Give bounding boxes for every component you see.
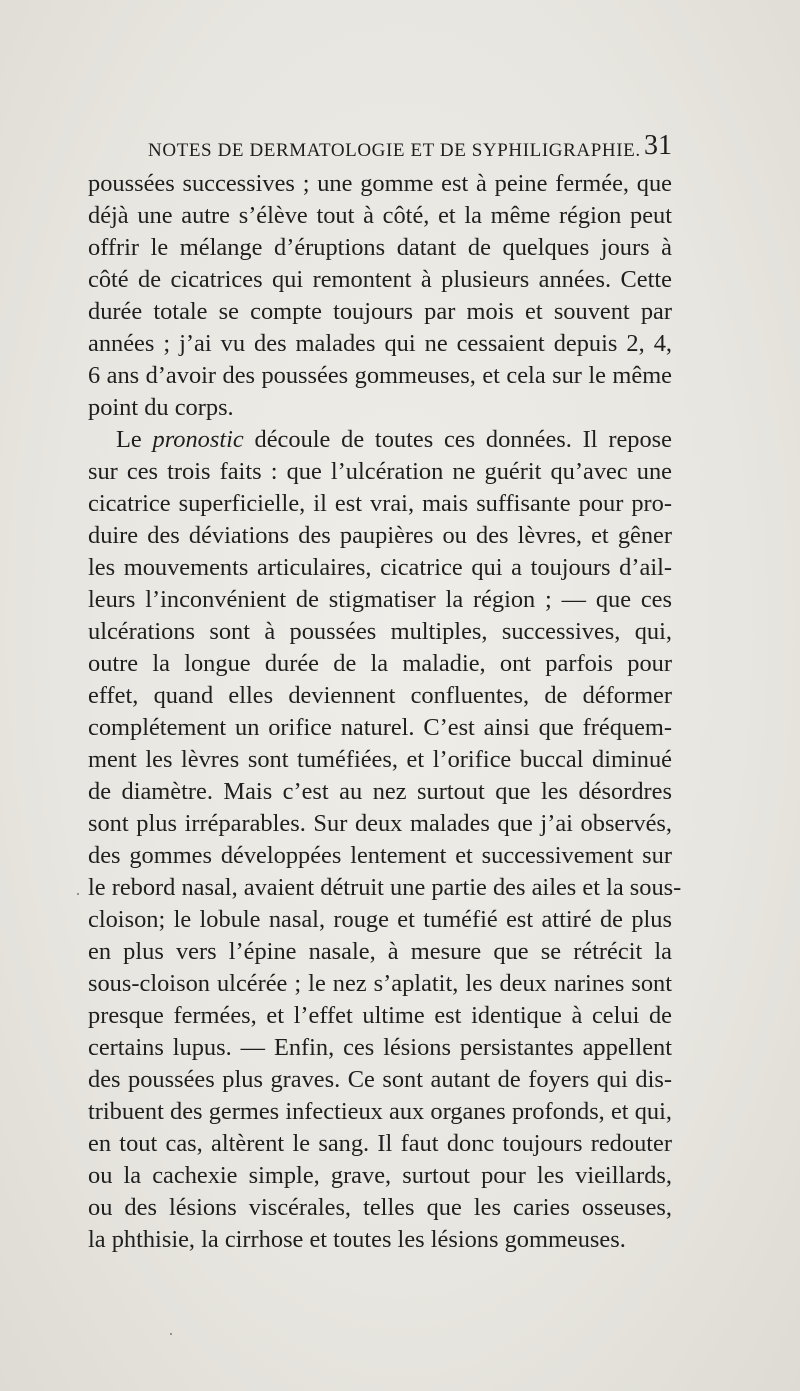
text-line: les mouvements articulaires, cicatrice qui a toujours d’ail- xyxy=(88,554,672,581)
text-line: duire des déviations des paupières ou des lèvres, et gêner xyxy=(88,522,672,549)
text-line: tribuent des germes infectieux aux organes profonds, et qui, xyxy=(88,1098,672,1125)
text-line: poussées successives ; une gomme est à peine fermée, que xyxy=(88,170,672,197)
text-line: sont plus irréparables. Sur deux malades que j’ai observés, xyxy=(88,810,672,837)
text-line: ulcérations sont à poussées multiples, successives, qui, xyxy=(88,618,672,645)
text-line: sur ces trois faits : que l’ulcération ne guérit qu’avec une xyxy=(88,458,672,485)
text-line: en tout cas, altèrent le sang. Il faut donc toujours redouter xyxy=(88,1130,672,1157)
text-line: cloison; le lobule nasal, rouge et tuméfié est attiré de plus xyxy=(88,906,672,933)
text-segment: Le xyxy=(116,426,153,453)
text-line: complétement un orifice naturel. C’est ainsi que fréquem- xyxy=(88,714,672,741)
text-line: en plus vers l’épine nasale, à mesure que se rétrécit la xyxy=(88,938,672,965)
text-line: déjà une autre s’élève tout à côté, et la même région peut xyxy=(88,202,672,229)
text-line: le rebord nasal, avaient détruit une partie des ailes et la sous- xyxy=(88,874,682,901)
text-line: la phthisie, la cirrhose et toutes les lésions gommeuses. xyxy=(88,1226,626,1253)
text-line: ou la cachexie simple, grave, surtout pour les vieillards, xyxy=(88,1162,672,1189)
text-line: leurs l’inconvénient de stigmatiser la région ; — que ces xyxy=(88,586,672,613)
paper-speck xyxy=(77,893,79,895)
text-line: côté de cicatrices qui remontent à plusieurs années. Cette xyxy=(88,266,672,293)
text-line: de diamètre. Mais c’est au nez surtout que les désordres xyxy=(88,778,672,805)
text-line: presque fermées, et l’effet ultime est identique à celui de xyxy=(88,1002,672,1029)
text-line: des poussées plus graves. Ce sont autant de foyers qui dis- xyxy=(88,1066,672,1093)
text-line: des gommes développées lentement et successivement sur xyxy=(88,842,672,869)
text-segment: découle de toutes ces données. Il repose xyxy=(243,426,672,453)
page-number: 31 xyxy=(644,130,672,161)
text-line: cicatrice superficielle, il est vrai, mais suffisante pour pro- xyxy=(88,490,672,517)
text-line: effet, quand elles deviennent confluentes, de déformer xyxy=(88,682,672,709)
paragraph-opening-line xyxy=(88,424,672,456)
text-line: outre la longue durée de la maladie, ont parfois pour xyxy=(88,650,672,677)
text-line: années ; j’ai vu des malades qui ne cessaient depuis 2, 4, xyxy=(88,330,672,357)
text-line: sous-cloison ulcérée ; le nez s’aplatit, les deux narines sont xyxy=(88,970,672,997)
text-line: point du corps. xyxy=(88,394,234,421)
text-line: 6 ans d’avoir des poussées gommeuses, et cela sur le même xyxy=(88,362,672,389)
running-head xyxy=(88,128,672,168)
paper-speck xyxy=(170,1333,172,1335)
text-line: ment les lèvres sont tuméfiées, et l’orifice buccal diminué xyxy=(88,746,672,773)
text-line: durée totale se compte toujours par mois et souvent par xyxy=(88,298,672,325)
text-line: ou des lésions viscérales, telles que les caries osseuses, xyxy=(88,1194,672,1221)
running-title: NOTES DE DERMATOLOGIE ET DE SYPHILIGRAPHIE. xyxy=(148,140,641,161)
text-line: offrir le mélange d’éruptions datant de quelques jours à xyxy=(88,234,672,261)
text-line: certains lupus. — Enfin, ces lésions persistantes appellent xyxy=(88,1034,672,1061)
body-text xyxy=(88,168,682,1256)
italic-term: pronostic xyxy=(152,426,244,453)
